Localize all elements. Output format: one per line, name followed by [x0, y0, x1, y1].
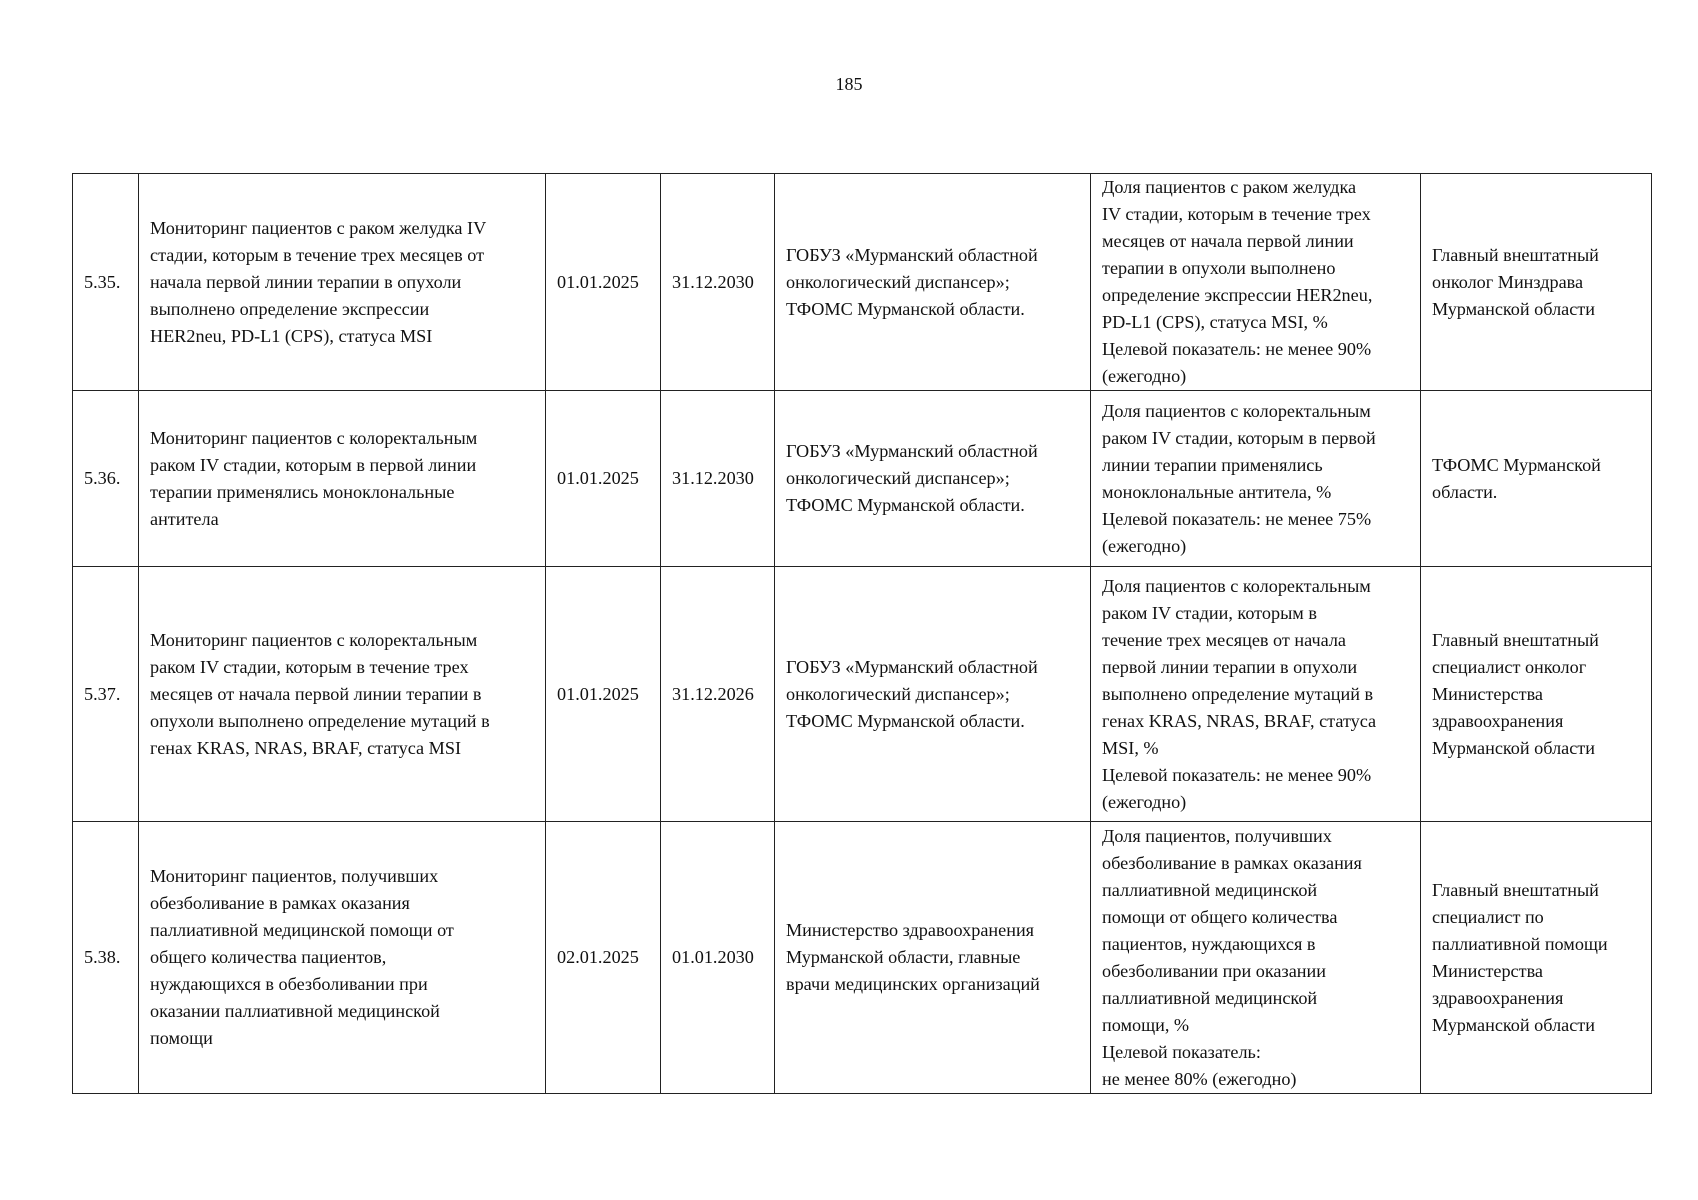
event-line: начала первой линии терапии в опухоли [150, 271, 462, 292]
responsible-line: Министерства [1432, 683, 1543, 704]
end-date-cell: 31.12.2030 [661, 391, 775, 567]
responsible-cell [1421, 822, 1652, 1094]
responsible-line: здравоохранения [1432, 710, 1564, 731]
end-date-cell: 31.12.2026 [661, 567, 775, 822]
event-line: оказании паллиативной медицинской [150, 1001, 440, 1021]
indicator-line: Целевой показатель: [1102, 1041, 1261, 1062]
table-row [73, 174, 1652, 391]
responsible-line: Главный внештатный [1432, 879, 1599, 900]
indicator-line: не менее 80% (ежегодно) [1102, 1068, 1297, 1089]
indicator-line: генах KRAS, NRAS, BRAF, статуса [1102, 710, 1377, 731]
responsible-line: паллиативной помощи [1432, 933, 1608, 954]
event-line: помощи [150, 1028, 213, 1048]
responsible-line: Министерства [1432, 960, 1543, 981]
indicator-cell [1091, 822, 1421, 1094]
indicator-line: течение трех месяцев от начала [1102, 629, 1346, 650]
executor-line: ТФОМС Мурманской области. [786, 298, 1025, 319]
event-description-cell [139, 567, 546, 822]
executor-cell [775, 567, 1091, 822]
end-date-cell: 01.01.2030 [661, 822, 775, 1094]
event-line: опухоли выполнено определение мутаций в [150, 710, 490, 731]
indicator-line: IV стадии, которым в течение трех [1102, 204, 1371, 224]
executor-line: ТФОМС Мурманской области. [786, 710, 1025, 731]
indicator-cell [1091, 174, 1421, 391]
executor-line: онкологический диспансер»; [786, 683, 1010, 704]
indicator-line: Доля пациентов с раком желудка [1102, 177, 1357, 197]
indicator-line: пациентов, нуждающихся в [1102, 933, 1316, 954]
table-row [73, 822, 1652, 1094]
event-line: нуждающихся в обезболивании при [150, 974, 428, 994]
event-description-cell [139, 822, 546, 1094]
start-date-cell: 01.01.2025 [546, 391, 661, 567]
indicator-line: Целевой показатель: не менее 90% [1102, 764, 1372, 785]
event-line: стадии, которым в течение трех месяцев от [150, 244, 485, 265]
executor-line: онкологический диспансер»; [786, 271, 1010, 292]
event-line: Мониторинг пациентов с колоректальным [150, 629, 478, 650]
row-number-cell: 5.36. [73, 391, 139, 567]
indicator-line: Целевой показатель: не менее 75% [1102, 508, 1372, 529]
responsible-line: здравоохранения [1432, 987, 1564, 1008]
indicator-line: раком IV стадии, которым в [1102, 602, 1317, 623]
indicator-line: Целевой показатель: не менее 90% [1102, 339, 1372, 359]
event-line: генах KRAS, NRAS, BRAF, статуса MSI [150, 737, 462, 758]
start-date-cell: 01.01.2025 [546, 567, 661, 822]
indicator-line: помощи, % [1102, 1014, 1190, 1035]
event-line: выполнено определение экспрессии [150, 298, 430, 319]
executor-cell [775, 391, 1091, 567]
event-description-cell [139, 391, 546, 567]
start-date-cell: 01.01.2025 [546, 174, 661, 391]
indicator-line: паллиативной медицинской [1102, 987, 1318, 1008]
indicator-line: определение экспрессии HER2neu, [1102, 285, 1373, 305]
responsible-line: Главный внештатный [1432, 629, 1599, 650]
table-body [73, 174, 1652, 1094]
responsible-cell [1421, 174, 1652, 391]
executor-line: ГОБУЗ «Мурманский областной [786, 244, 1038, 265]
row-number-cell: 5.38. [73, 822, 139, 1094]
indicator-line: Доля пациентов с колоректальным [1102, 400, 1371, 421]
indicator-line: помощи от общего количества [1102, 906, 1338, 927]
page-number: 185 [835, 74, 863, 94]
indicator-line: паллиативной медицинской [1102, 879, 1318, 900]
responsible-line: специалист по [1432, 906, 1544, 927]
indicator-line: (ежегодно) [1102, 366, 1187, 386]
executor-line: врачи медицинских организаций [786, 974, 1040, 994]
indicator-line: раком IV стадии, которым в первой [1102, 427, 1376, 448]
measures-table [72, 173, 1652, 1094]
indicator-cell [1091, 391, 1421, 567]
end-date-cell: 31.12.2030 [661, 174, 775, 391]
responsible-cell [1421, 567, 1652, 822]
indicator-line: PD-L1 (CPS), статуса MSI, % [1102, 312, 1328, 332]
executor-line: ТФОМС Мурманской области. [786, 495, 1025, 515]
indicator-line: (ежегодно) [1102, 535, 1187, 556]
responsible-line: Главный внештатный [1432, 244, 1599, 265]
indicator-line: терапии в опухоли выполнено [1102, 258, 1336, 278]
indicator-line: месяцев от начала первой линии [1102, 231, 1354, 251]
executor-line: Министерство здравоохранения [786, 920, 1035, 940]
event-line: паллиативной медицинской помощи от [150, 920, 454, 940]
indicator-line: моноклональные антитела, % [1102, 481, 1332, 502]
responsible-cell [1421, 391, 1652, 567]
table-row [73, 391, 1652, 567]
event-line: терапии применялись моноклональные [150, 481, 455, 502]
indicator-line: линии терапии применялись [1102, 454, 1323, 475]
table-row [73, 567, 1652, 822]
executor-line: Мурманской области, главные [786, 947, 1021, 967]
indicator-line: (ежегодно) [1102, 791, 1187, 812]
event-line: Мониторинг пациентов с раком желудка IV [150, 217, 487, 238]
executor-line: ГОБУЗ «Мурманский областной [786, 441, 1038, 461]
indicator-line: MSI, % [1102, 737, 1159, 758]
row-number-cell: 5.35. [73, 174, 139, 391]
indicator-line: выполнено определение мутаций в [1102, 683, 1374, 704]
responsible-line: онколог Минздрава [1432, 271, 1584, 292]
event-line: общего количества пациентов, [150, 947, 387, 967]
start-date-cell: 02.01.2025 [546, 822, 661, 1094]
responsible-line: области. [1432, 481, 1498, 502]
event-line: Мониторинг пациентов с колоректальным [150, 427, 478, 448]
executor-line: ГОБУЗ «Мурманский областной [786, 656, 1038, 677]
responsible-line: Мурманской области [1432, 737, 1595, 758]
event-line: HER2neu, PD-L1 (CPS), статуса MSI [150, 325, 433, 346]
event-line: раком IV стадии, которым в течение трех [150, 656, 469, 677]
responsible-line: специалист онколог [1432, 656, 1587, 677]
executor-cell [775, 174, 1091, 391]
executor-line: онкологический диспансер»; [786, 468, 1010, 488]
event-line: антитела [150, 508, 219, 529]
event-description-cell [139, 174, 546, 391]
responsible-line: Мурманской области [1432, 298, 1595, 319]
indicator-line: обезболивание в рамках оказания [1102, 852, 1362, 873]
indicator-line: Доля пациентов, получивших [1102, 825, 1332, 846]
indicator-line: первой линии терапии в опухоли [1102, 656, 1358, 677]
responsible-line: Мурманской области [1432, 1014, 1595, 1035]
row-number-cell: 5.37. [73, 567, 139, 822]
indicator-cell [1091, 567, 1421, 822]
event-line: обезболивание в рамках оказания [150, 893, 410, 913]
indicator-line: Доля пациентов с колоректальным [1102, 575, 1371, 596]
event-line: раком IV стадии, которым в первой линии [150, 454, 477, 475]
indicator-line: обезболивании при оказании [1102, 960, 1326, 981]
responsible-line: ТФОМС Мурманской [1432, 454, 1601, 475]
event-line: месяцев от начала первой линии терапии в [150, 683, 482, 704]
event-line: Мониторинг пациентов, получивших [150, 866, 439, 886]
executor-cell [775, 822, 1091, 1094]
